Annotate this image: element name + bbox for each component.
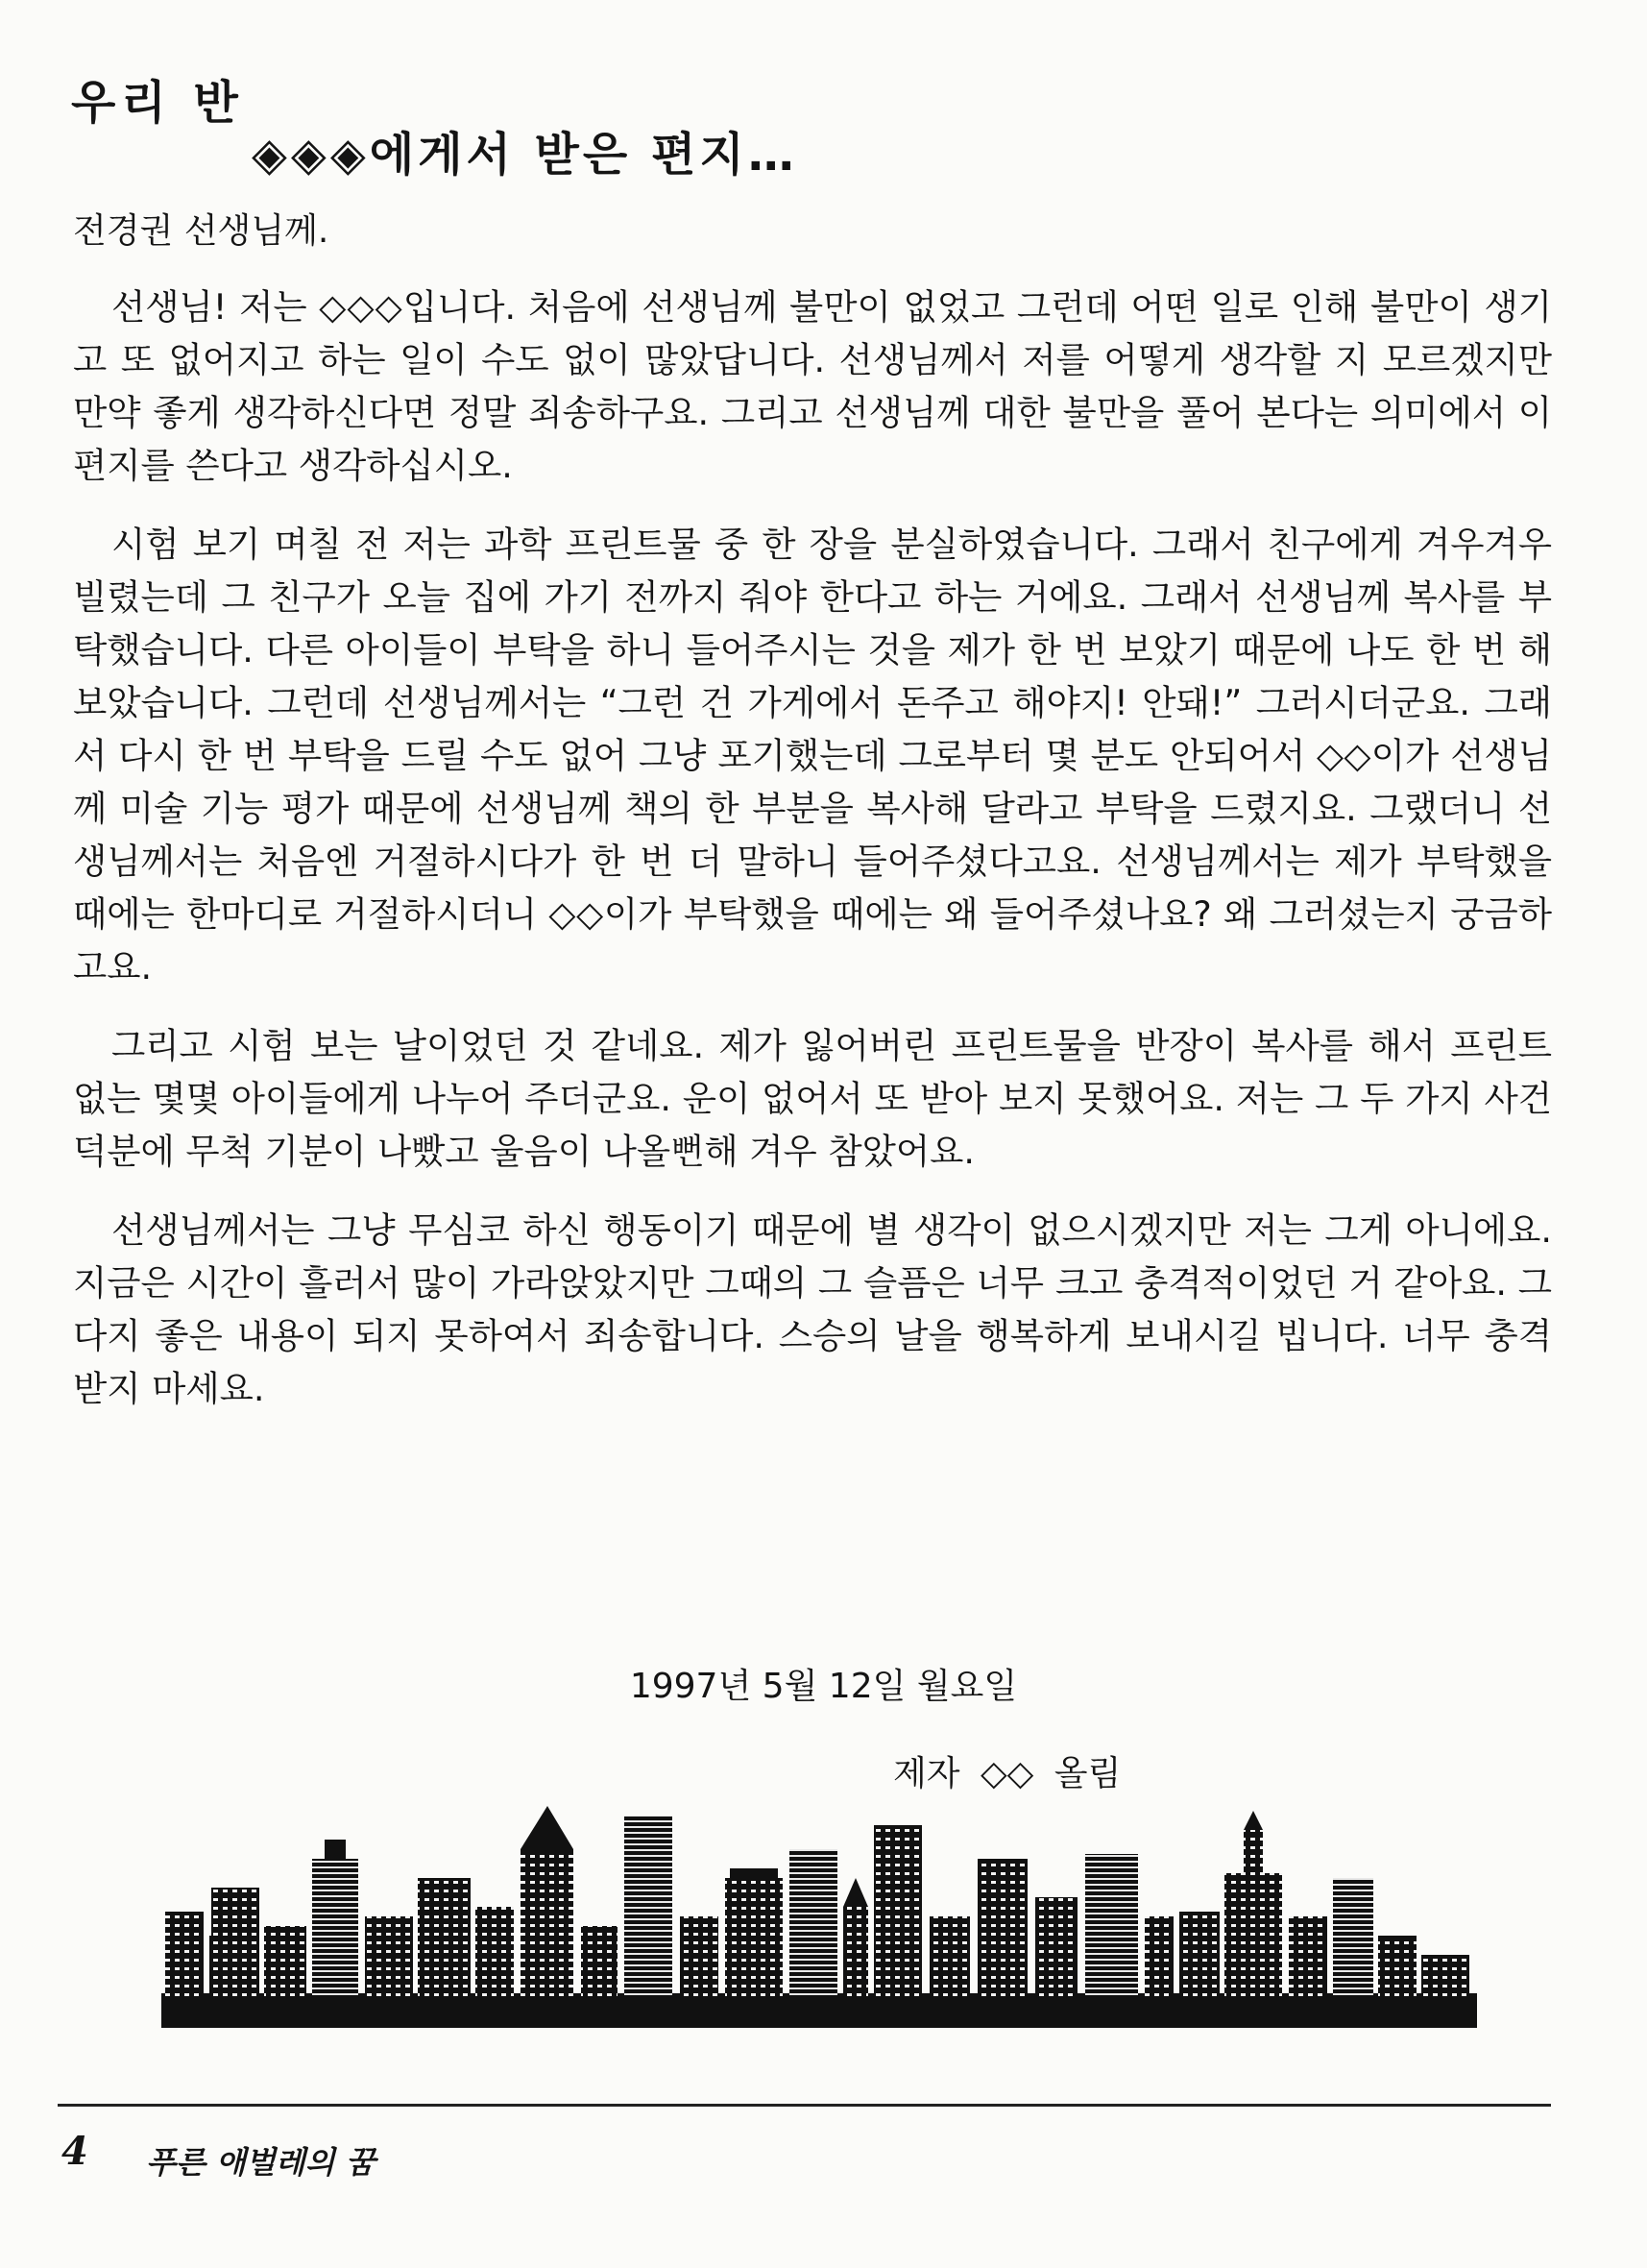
magazine-title: 푸른 애벌레의 꿈 xyxy=(146,2144,375,2181)
letter-paragraph-2: 시험 보기 며칠 전 저는 과학 프린트물 중 한 장을 분실하였습니다. 그래서 친구에게 겨우겨우 빌렸는데 그 친구가 오늘 집에 가기 전까지 줘야 한다고 하는 거에요. 그래서 선생님께 복사를 부탁했습니다. 다른 아이들이 부탁을 하니 들어주시는 것을 제가 한 번 보았기 때문에 나도 한 번 해보았습니다. 그런데 선생님께서는 “그런 건 가게에서 돈주고 해야지! 안돼!” 그러시더군요. 그래서 다시 한 번 부탁을 드릴 수도 없어 그냥 포기했는데 그로부터 몇 분도 안되어서 ◇◇이가 선생님께 미술 기능 평가 때문에 선생님께 책의 한 부분을 복사해 달라고 부탁을 드렸지요. 그랬더니 선생님께서는 처음엔 거절하시다가 한 번 더 말하니 들어주셨다고요. 선생님께서는 제가 부탁했을 때에는 한마디로 거절하시더니 ◇◇이가 부탁했을 때에는 왜 들어주셨나요? 왜 그러셨는지 궁금하고요. xyxy=(73,524,1552,988)
page-number: 4 xyxy=(61,2129,88,2174)
letter-date: 1997년 5월 12일 월요일 xyxy=(629,1667,1018,1706)
letter-paragraph-1: 선생님! 저는 ◇◇◇입니다. 처음에 선생님께 불만이 없었고 그런데 어떤 일로 인해 불만이 생기고 또 없어지고 하는 일이 수도 없이 많았답니다. 선생님께서 저를 어떻게 생각할 지 모르겠지만 만약 좋게 생각하신다면 정말 죄송하구요. 그리고 선생님께 대한 불만을 풀어 본다는 의미에서 이 편지를 쓴다고 생각하십시오. xyxy=(73,286,1552,486)
letter-paragraph-4: 선생님께서는 그냥 무심코 하신 행동이기 때문에 별 생각이 없으시겠지만 저는 그게 아니에요. 지금은 시간이 흘러서 많이 가라앉았지만 그때의 그 슬픔은 너무 크고 충격적이었던 거 같아요. 그다지 좋은 내용이 되지 못하여서 죄송합니다. 스승의 날을 행복하게 보내시길 빕니다. 너무 충격 받지 마세요. xyxy=(73,1209,1552,1409)
footer-divider xyxy=(58,2104,1551,2107)
title-class-label: 우리 반 xyxy=(71,76,244,130)
letter-paragraph-3: 그리고 시험 보는 날이었던 것 같네요. 제가 잃어버린 프린트물을 반장이 복사를 해서 프린트 없는 몇몇 아이들에게 나누어 주더군요. 운이 없어서 또 받아 보지 못했어요. 저는 그 두 가지 사건 덕분에 무척 기분이 나빴고 울음이 나올뻔해 겨우 참았어요. xyxy=(73,1025,1552,1172)
letter-salutation: 전경권 선생님께. xyxy=(73,211,329,251)
letter-signature: 제자 ◇◇ 올림 xyxy=(893,1754,1122,1793)
city-skyline-illustration xyxy=(154,1801,1479,2032)
letter-body xyxy=(73,280,1552,1441)
page-title: ◈◈◈에게서 받은 편지… xyxy=(252,128,798,182)
